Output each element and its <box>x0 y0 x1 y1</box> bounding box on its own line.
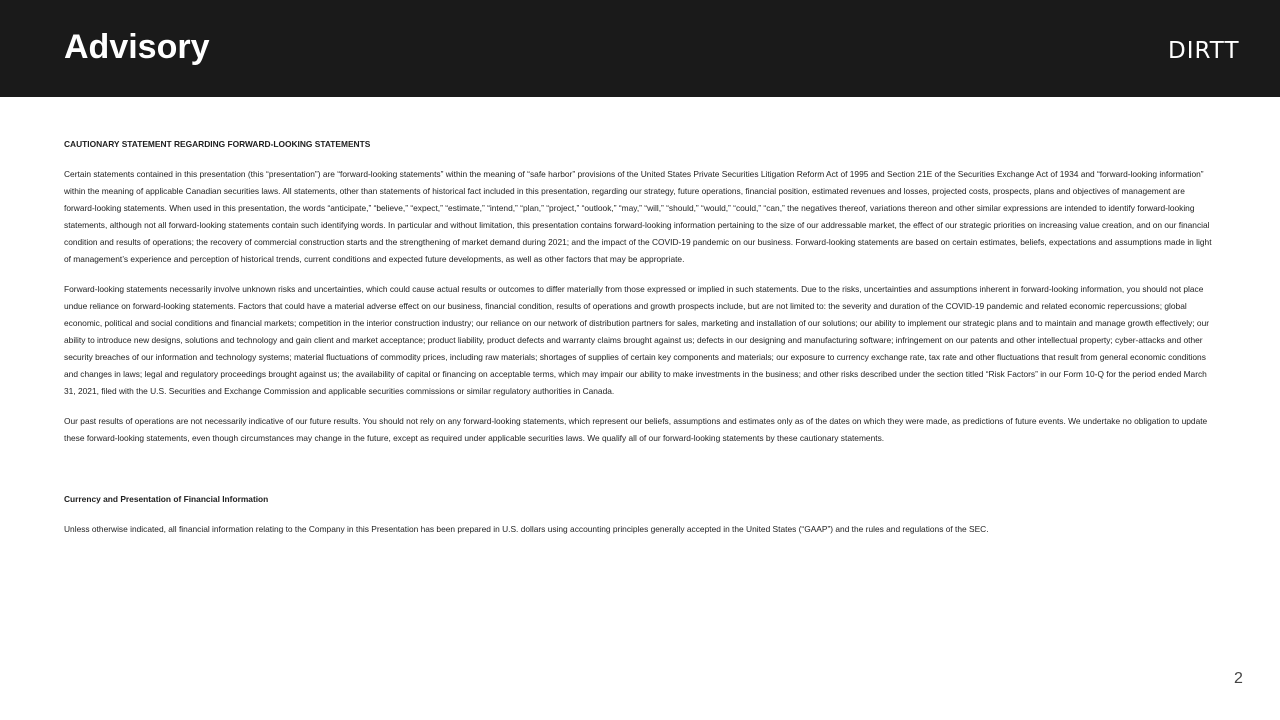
risk-factors-paragraph: Forward-looking statements necessarily involve unknown risks and uncertainties, which could cause actual results or outcomes to differ materially from those expressed or implied in such statements. Due to the risks, uncertainties and assumptions inherent in forward-looking information, you should not place undue reliance on forward-looking statements. Factors that could have a material adverse effect on our business, financial condition, results of operations and growth prospects include, but are not limited to: the severity and duration of the COVID-19 pandemic and related economic repercussions; global economic, political and social conditions and financial markets; competition in the interior construction industry; our reliance on our network of distribution partners for sales, marketing and installation of our solutions; our ability to implement our strategic plans and to maintain and manage growth effectively; our ability to introduce new designs, solutions and technology and gain client and market acceptance; product liability, product defects and warranty claims brought against us; defects in our designing and manufacturing software; infringement on our patents and other intellectual property; cyber-attacks and other security breaches of our information and technology systems; material fluctuations of commodity prices, including raw materials; shortages of supplies of certain key components and materials; our exposure to currency exchange rate, tax rate and other fluctuations that result from general economic conditions and changes in laws; legal and regulatory proceedings brought against us; the availability of capital or financing on acceptable terms, which may impair our ability to make investments in the business; and other risks described under the section titled “Risk Factors” in our Form 10-Q for the period ended March 31, 2021, filed with the U.S. Securities and Exchange Commission and applicable securities commissions or similar regulatory authorities in Canada. <box>64 284 1210 396</box>
past-results-paragraph: Our past results of operations are not necessarily indicative of our future results. You should not rely on any forward-looking statements, which represent our beliefs, assumptions and estimates only as of the dates on which they were made, as predictions of future events. We undertake no obligation to update these forward-looking statements, even though circumstances may change in the future, except as required under applicable securities laws. We qualify all of our forward-looking statements by these cautionary statements. <box>64 416 1208 443</box>
header-bar <box>0 0 1280 97</box>
dirtt-logo: DIRTT <box>1168 38 1240 64</box>
cautionary-statement-heading: CAUTIONARY STATEMENT REGARDING FORWARD-LOOKING STATEMENTS <box>64 139 371 149</box>
page-number: 2 <box>1234 670 1243 687</box>
page-title: Advisory <box>64 28 210 66</box>
advisory-content <box>64 136 1214 538</box>
forward-looking-paragraph: Certain statements contained in this presentation (this “presentation”) are “forward-looking statements” within the meaning of “safe harbor” provisions of the United States Private Securities Litigation Reform Act of 1995 and Section 21E of the Securities Exchange Act of 1934 and “forward-looking information” within the meaning of applicable Canadian securities laws. All statements, other than statements of historical fact included in this presentation, regarding our strategy, future operations, financial position, estimated revenues and losses, projected costs, prospects, plans and objectives of management are forward-looking statements. When used in this presentation, the words “anticipate,” “believe,” “expect,” “estimate,” “intend,” “plan,” “project,” “outlook,” “may,” “will,” “should,” “would,” “could,” “can,” the negatives thereof, variations thereon and other similar expressions are intended to identify forward-looking statements, although not all forward-looking statements contain such identifying words. In particular and without limitation, this presentation contains forward-looking information pertaining to the size of our addressable market, the effect of our strategic priorities on increasing value creation, and on our financial condition and results of operations; the recovery of commercial construction starts and the strengthening of market demand during 2021; and the impact of the COVID-19 pandemic on our business. Forward-looking statements are based on certain estimates, beliefs, expectations and assumptions made in light of management’s experience and perception of historical trends, current conditions and expected future developments, as well as other factors that may be appropriate. <box>64 169 1212 264</box>
currency-paragraph: Unless otherwise indicated, all financial information relating to the Company in this Presentation has been prepared in U.S. dollars using accounting principles generally accepted in the United States (“GAAP”) and the rules and regulations of the SEC. <box>64 524 989 534</box>
currency-heading: Currency and Presentation of Financial Information <box>64 494 269 504</box>
